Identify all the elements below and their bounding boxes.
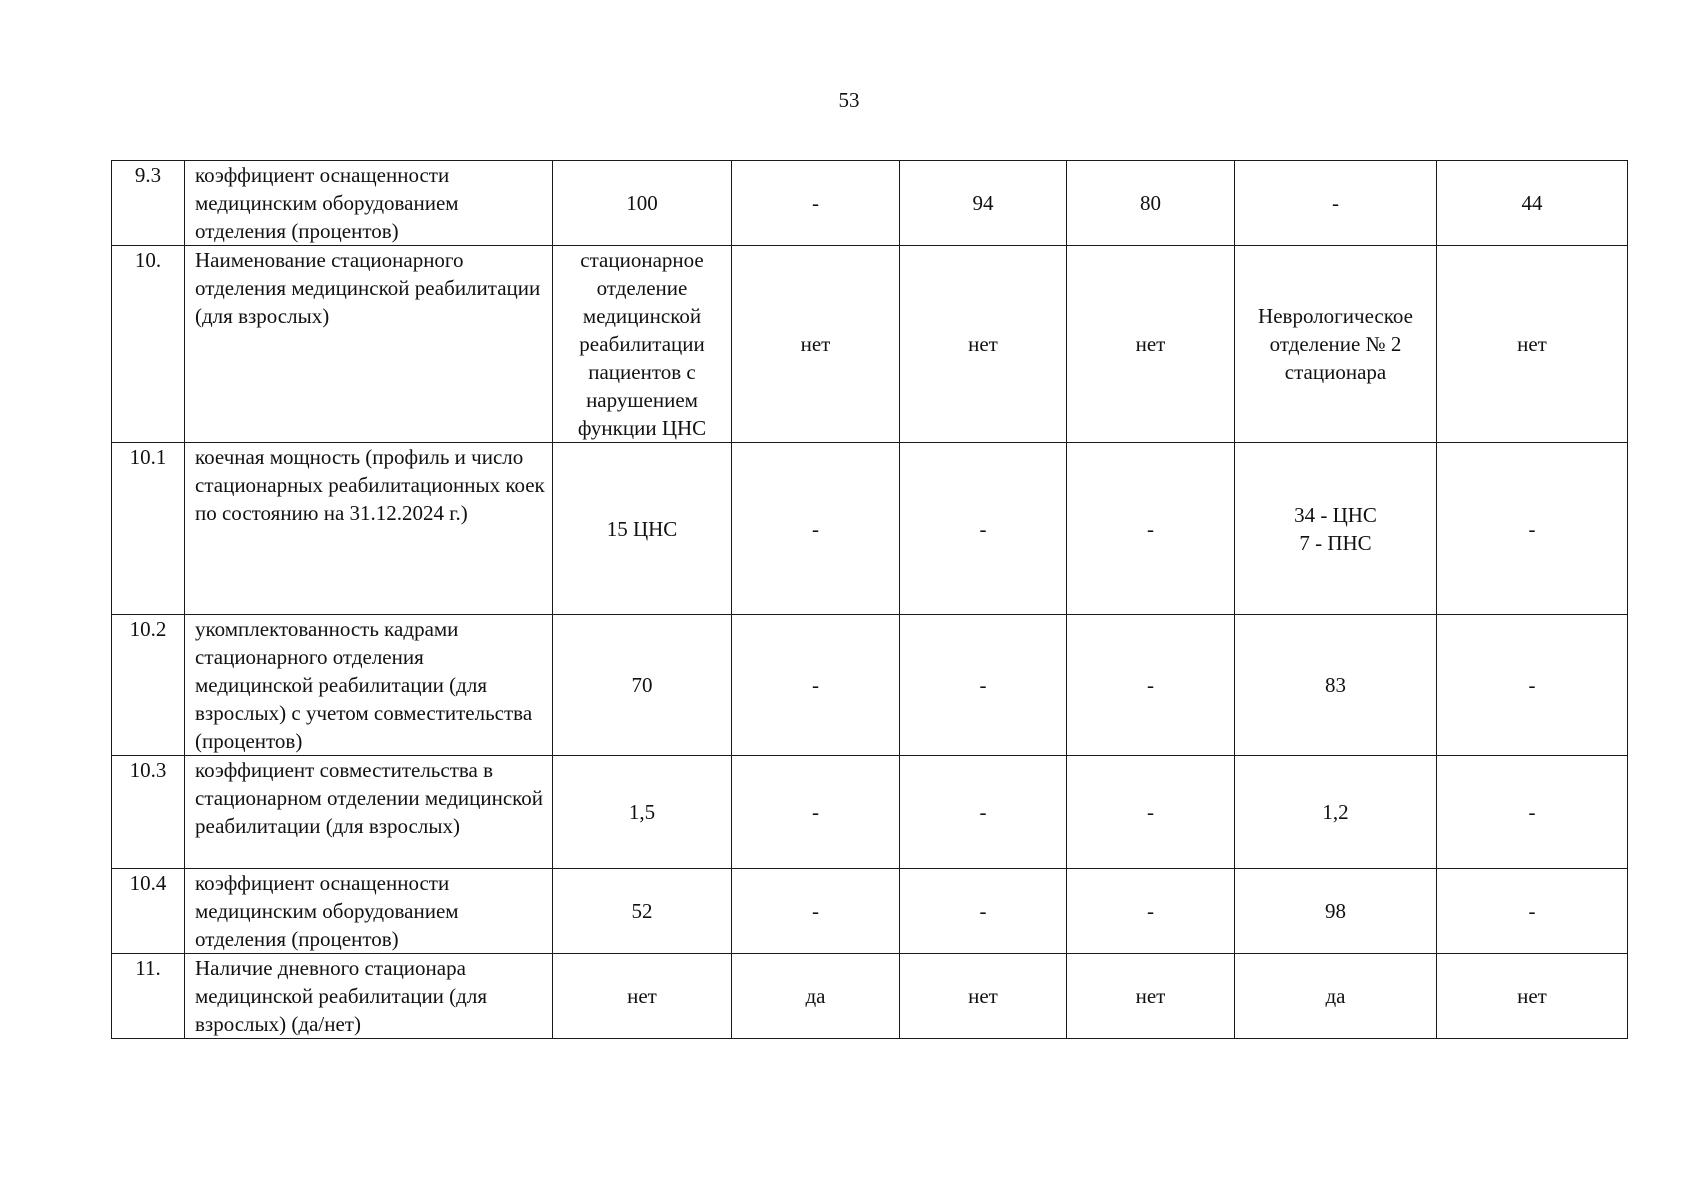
table-cell: - [732, 615, 900, 756]
table-cell: 1,2 [1235, 756, 1437, 869]
table-cell: стационарное отделение медицинской реабилитации пациентов с нарушением функции ЦНС [553, 246, 732, 443]
table-cell: 15 ЦНС [553, 443, 732, 615]
table-cell: 70 [553, 615, 732, 756]
table-row [112, 869, 1628, 954]
table-row [112, 161, 1628, 246]
table-cell: да [1235, 954, 1437, 1039]
table-cell: - [732, 161, 900, 246]
table-cell: - [732, 756, 900, 869]
table-cell: да [732, 954, 900, 1039]
table-cell: - [1437, 756, 1628, 869]
row-number: 11. [112, 954, 185, 1039]
table-cell: - [1437, 869, 1628, 954]
row-number: 10.2 [112, 615, 185, 756]
page-number: 53 [838, 88, 860, 112]
row-label: коэффициент совместительства в стационарном отделении медицинской реабилитации (для взрослых) [185, 756, 553, 869]
row-number: 10.3 [112, 756, 185, 869]
table-cell: нет [732, 246, 900, 443]
table-cell: нет [1437, 246, 1628, 443]
table-cell: 44 [1437, 161, 1628, 246]
row-label: Наименование стационарного отделения медицинской реабилитации (для взрослых) [185, 246, 553, 443]
table-cell: 98 [1235, 869, 1437, 954]
data-table [111, 160, 1628, 1039]
table-cell: нет [900, 954, 1067, 1039]
table-cell: - [900, 869, 1067, 954]
table-cell: нет [1437, 954, 1628, 1039]
table-cell: 1,5 [553, 756, 732, 869]
row-label: Наличие дневного стационара медицинской реабилитации (для взрослых) (да/нет) [185, 954, 553, 1039]
table-cell: - [1067, 756, 1235, 869]
table-cell: Неврологическое отделение № 2 стационара [1235, 246, 1437, 443]
table-cell: нет [1067, 954, 1235, 1039]
table-cell: 94 [900, 161, 1067, 246]
table-cell: 80 [1067, 161, 1235, 246]
table-cell: - [1067, 615, 1235, 756]
table-cell: - [1067, 869, 1235, 954]
row-number: 10.4 [112, 869, 185, 954]
row-label: укомплектованность кадрами стационарного отделения медицинской реабилитации (для взрослых) с учетом совместительства (процентов) [185, 615, 553, 756]
table-cell: - [1067, 443, 1235, 615]
row-number: 10. [112, 246, 185, 443]
table-cell: - [732, 443, 900, 615]
row-label: коэффициент оснащенности медицинским оборудованием отделения (процентов) [185, 161, 553, 246]
table-cell: 83 [1235, 615, 1437, 756]
row-number: 10.1 [112, 443, 185, 615]
table-cell: 52 [553, 869, 732, 954]
table-cell: 100 [553, 161, 732, 246]
table-cell: нет [1067, 246, 1235, 443]
table-cell: - [1437, 443, 1628, 615]
table-row [112, 615, 1628, 756]
table-cell: - [732, 869, 900, 954]
table-cell: - [1437, 615, 1628, 756]
table-cell: 34 - ЦНС 7 - ПНС [1235, 443, 1437, 615]
table-cell: нет [553, 954, 732, 1039]
table-row [112, 246, 1628, 443]
table-cell: - [900, 443, 1067, 615]
table-cell: нет [900, 246, 1067, 443]
table-cell: - [900, 756, 1067, 869]
table-row [112, 756, 1628, 869]
row-number: 9.3 [112, 161, 185, 246]
table-row [112, 443, 1628, 615]
table-cell: - [900, 615, 1067, 756]
row-label: коечная мощность (профиль и число стационарных реабилитационных коек по состоянию на 31.12.2024 г.) [185, 443, 553, 615]
table-cell: - [1235, 161, 1437, 246]
table-row [112, 954, 1628, 1039]
row-label: коэффициент оснащенности медицинским оборудованием отделения (процентов) [185, 869, 553, 954]
